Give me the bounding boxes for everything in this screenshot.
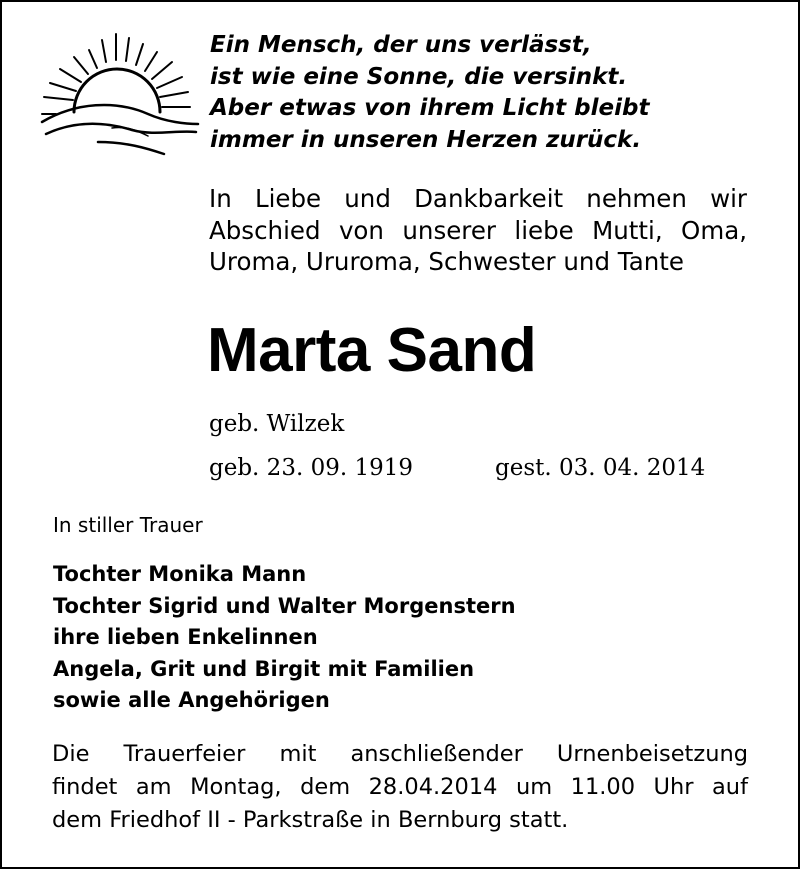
intro-text (209, 183, 747, 278)
mourner-line: Tochter Sigrid und Walter Morgenstern (53, 593, 516, 618)
intro-line: In Liebe und Dankbarkeit nehmen wir (209, 184, 747, 213)
deceased-name: Marta Sand (207, 316, 537, 385)
service-line: Die Trauerfeier mit anschließender Urnenbeisetzung (52, 741, 748, 767)
service-info (52, 738, 748, 837)
service-line: dem Friedhof II - Parkstraße in Bernburg statt. (52, 807, 569, 833)
death-date: gest. 03. 04. 2014 (495, 455, 706, 481)
intro-line: Uroma, Ururoma, Schwester und Tante (209, 247, 684, 276)
mourners-list (53, 559, 516, 717)
mourner-line: sowie alle Angehörigen (53, 688, 330, 712)
mourner-line: ihre lieben Enkelinnen (53, 625, 318, 649)
poem-line: Ein Mensch, der uns verlässt, (210, 32, 592, 58)
poem (210, 30, 649, 156)
mourning-heading: In stiller Trauer (53, 513, 203, 537)
mourner-line: Tochter Monika Mann (53, 562, 307, 586)
sunset-icon (36, 30, 200, 160)
service-line: findet am Montag, dem 28.04.2014 um 11.00 Uhr auf (52, 774, 748, 800)
birth-date: geb. 23. 09. 1919 (209, 455, 413, 481)
intro-line: Abschied von unserer liebe Mutti, Oma, (209, 215, 747, 245)
poem-line: Aber etwas von ihrem Licht bleibt (210, 95, 650, 121)
poem-line: ist wie eine Sonne, die versinkt. (210, 63, 628, 90)
poem-line: immer in unseren Herzen zurück. (210, 126, 642, 153)
mourner-line: Angela, Grit und Birgit mit Familien (53, 656, 475, 681)
maiden-name: geb. Wilzek (209, 411, 345, 437)
